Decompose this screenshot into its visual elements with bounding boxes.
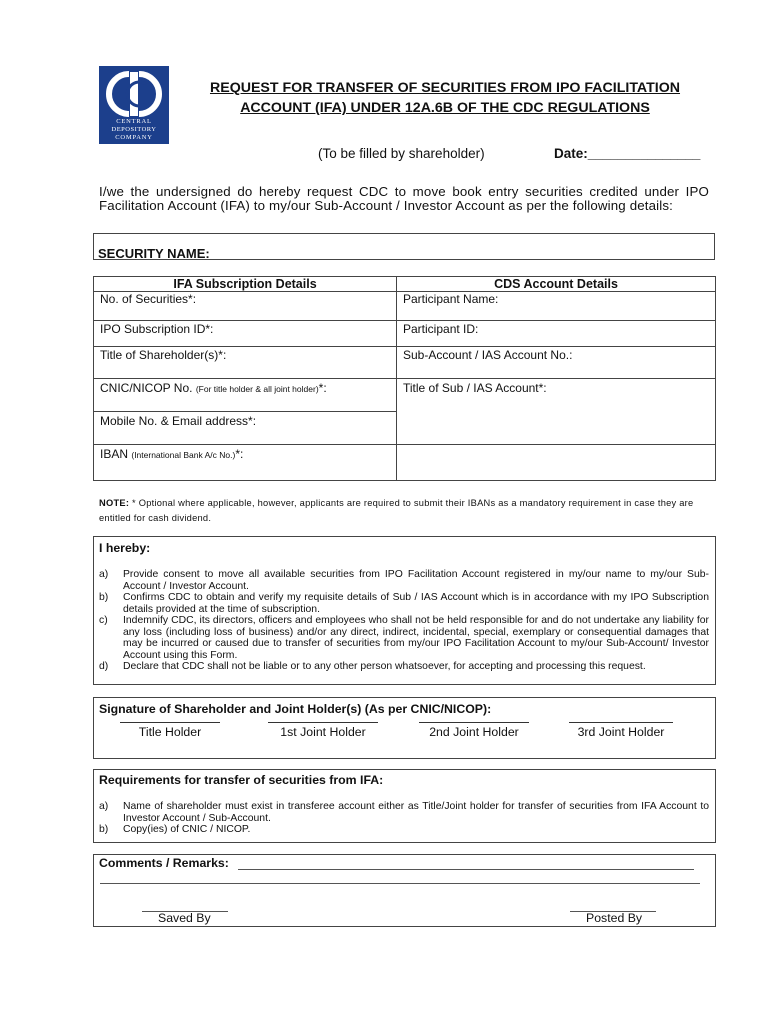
logo-line-3: COMPANY — [115, 134, 153, 141]
iban-label: IBAN — [100, 447, 129, 461]
iban-field[interactable] — [94, 445, 397, 481]
signature-2nd-joint[interactable] — [416, 722, 532, 739]
cds-header-label: CDS Account Details — [494, 277, 618, 291]
saved-by-label: Saved By — [158, 911, 211, 925]
list-item-text: Confirms CDC to obtain and verify my requisite details of Sub / IAS Account which is in accordance with my IPO Subscription details provided at the time of subscription. — [123, 592, 709, 615]
ipo-subscription-id-field[interactable] — [94, 321, 397, 347]
list-item-label: a) — [99, 801, 109, 812]
list-item — [99, 615, 709, 661]
cnic-label: CNIC/NICOP No. — [100, 381, 193, 395]
list-item — [99, 569, 709, 592]
list-item-text: Declare that CDC shall not be liable or to any other person whatsoever, for accepting and processing this request. — [123, 661, 646, 672]
participant-id-field[interactable] — [397, 321, 716, 347]
list-item-text: Copy(ies) of CNIC / NICOP. — [123, 824, 251, 835]
iban-suffix: *: — [235, 447, 244, 461]
signature-section — [93, 697, 716, 759]
posted-by-label: Posted By — [586, 911, 643, 925]
list-item-label: b) — [99, 824, 109, 835]
list-item — [99, 824, 709, 836]
security-name-label: SECURITY NAME: — [98, 246, 210, 261]
requirements-list — [99, 801, 709, 836]
hereby-heading: I hereby: — [99, 541, 151, 555]
logo-line-2: DEPOSITORY — [111, 126, 157, 133]
comments-line-2 — [100, 883, 700, 884]
list-item-text: Indemnify CDC, its directors, officers and employees who shall not be held responsible for and do not undertake any liability for any loss (including loss of business) and/or any direct, indirect, incidental, special, exemplary or consequential damages that may be incurred or caused due to transfer of securities from my/our IPO Facilitation Account to my/our Sub-Account/ Investor Account using this Form. — [123, 615, 709, 661]
comments-section[interactable] — [93, 854, 716, 927]
cdc-logo — [99, 66, 169, 144]
signature-heading: Signature of Shareholder and Joint Holder(s) (As per CNIC/NICOP): — [99, 702, 492, 716]
requirements-heading: Requirements for transfer of securities from IFA: — [99, 773, 384, 787]
cnic-field[interactable] — [94, 379, 397, 412]
title-of-shareholders-label: Title of Shareholder(s)*: — [100, 348, 227, 362]
list-item-label: b) — [99, 592, 109, 603]
sub-account-no-label: Sub-Account / IAS Account No.: — [403, 348, 573, 362]
participant-id-label: Participant ID: — [403, 322, 479, 336]
sub-account-no-field[interactable] — [397, 347, 716, 379]
participant-name-label: Participant Name: — [403, 292, 499, 306]
note-text — [99, 496, 711, 526]
signature-label: Title Holder — [138, 725, 202, 739]
list-item-label: c) — [99, 615, 108, 626]
mobile-email-field[interactable] — [94, 412, 397, 445]
page-title — [185, 78, 705, 118]
details-table — [93, 276, 716, 481]
list-item-label: d) — [99, 661, 109, 672]
fill-instruction: (To be filled by shareholder) — [318, 146, 485, 161]
title-line-1: REQUEST FOR TRANSFER OF SECURITIES FROM IPO FACILITATION — [209, 80, 681, 96]
signature-label: 3rd Joint Holder — [577, 725, 665, 739]
list-item — [99, 661, 709, 673]
participant-name-field[interactable] — [397, 292, 716, 321]
empty-cell — [397, 445, 716, 481]
ifa-header-label: IFA Subscription Details — [173, 277, 317, 291]
intro-paragraph: I/we the undersigned do hereby request CDC to move book entry securities credited under IPO Facilitation Account (IFA) to my/our Sub-Account / Investor Account as per the following details: — [99, 184, 709, 213]
logo-line-1: CENTRAL — [116, 118, 152, 125]
title-of-sub-label: Title of Sub / IAS Account*: — [403, 381, 547, 395]
no-of-securities-field[interactable] — [94, 292, 397, 321]
signature-label: 2nd Joint Holder — [429, 725, 519, 739]
signature-1st-joint[interactable] — [264, 722, 382, 739]
mobile-email-label: Mobile No. & Email address*: — [100, 414, 257, 428]
title-of-shareholders-field[interactable] — [94, 347, 397, 379]
hereby-section — [93, 536, 716, 685]
cnic-suffix: *: — [318, 381, 327, 395]
ipo-subscription-id-label: IPO Subscription ID*: — [100, 322, 214, 336]
hereby-list — [99, 569, 709, 673]
ifa-header — [94, 277, 397, 292]
list-item-text: Provide consent to move all available securities from IPO Facilitation Account registered in my/our name to my/our Sub-Account / Investor Account. — [123, 569, 709, 592]
no-of-securities-label: No. of Securities*: — [100, 292, 197, 306]
iban-note: (International Bank A/c No.) — [131, 450, 236, 460]
signature-title-holder[interactable] — [118, 722, 222, 739]
title-line-2: ACCOUNT (IFA) UNDER 12A.6B OF THE CDC REGULATIONS — [240, 100, 650, 116]
list-item — [99, 592, 709, 615]
cds-header — [397, 277, 716, 292]
comments-label: Comments / Remarks: — [99, 856, 229, 870]
list-item-label: a) — [99, 569, 109, 580]
list-item-text: Name of shareholder must exist in transferee account either as Title/Joint holder for transfer of securities from IFA Account to Investor Account / Sub-Account. — [123, 801, 709, 824]
comments-line-1 — [238, 869, 694, 870]
cdc-logo-mark — [99, 66, 169, 144]
cnic-note: (For title holder & all joint holder) — [195, 384, 319, 394]
security-name-box[interactable] — [93, 233, 715, 260]
signature-3rd-joint[interactable] — [566, 722, 676, 739]
signature-label: 1st Joint Holder — [280, 725, 366, 739]
list-item — [99, 801, 709, 824]
date-field[interactable]: Date:_______________ — [554, 146, 701, 161]
requirements-section — [93, 769, 716, 843]
note-label: NOTE: — [99, 498, 130, 508]
note-body: * Optional where applicable, however, applicants are required to submit their IBANs as a mandatory requirement in case they are entitled for cash dividend. — [99, 498, 694, 523]
title-of-sub-field[interactable] — [397, 379, 716, 445]
